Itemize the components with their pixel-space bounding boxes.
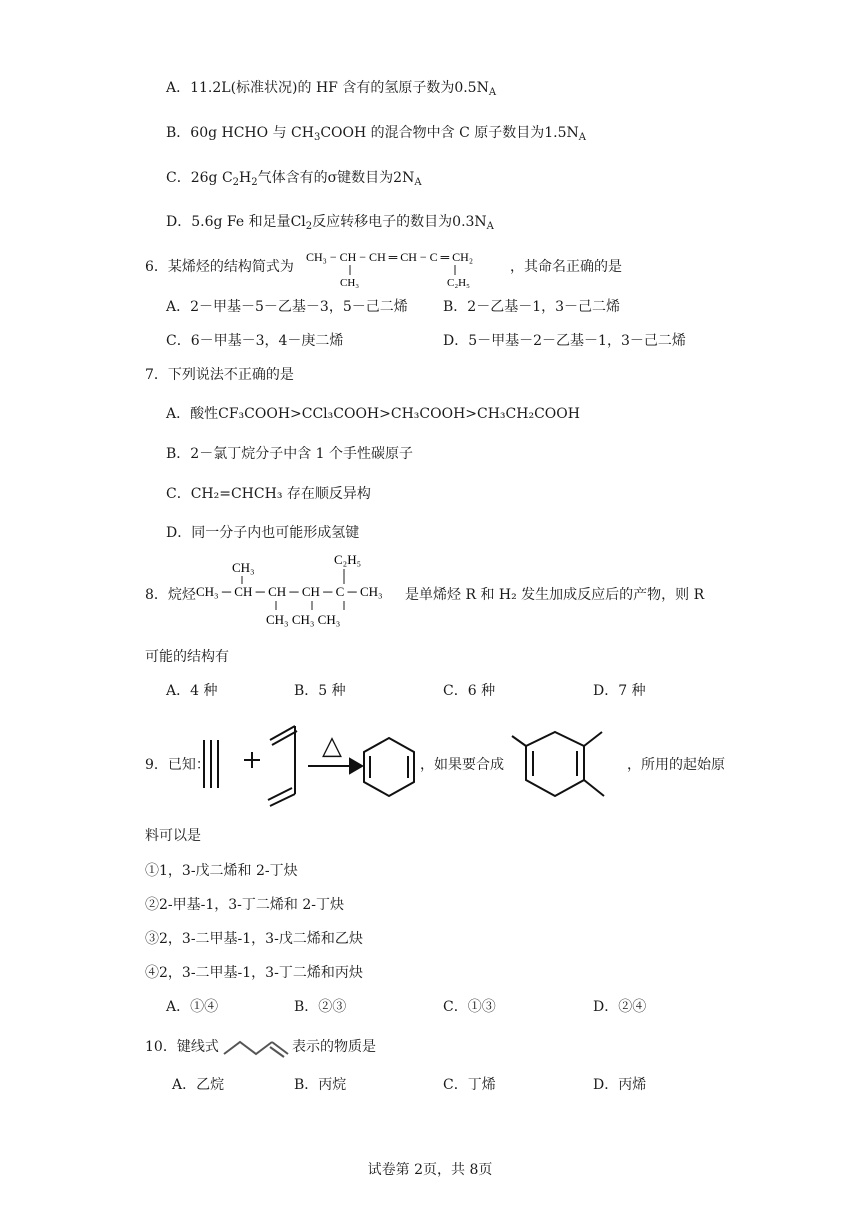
q9-option-b: B．②③ xyxy=(294,999,347,1015)
q5-option-a: A．11.2L(标准状况)的 HF 含有的氢原子数为$0.5N_A$ xyxy=(166,80,497,98)
q8-option-d: D．7 种 xyxy=(593,683,646,699)
q7-stem: 7．下列说法不正确的是 xyxy=(145,367,294,383)
q8-option-b: B．5 种 xyxy=(294,683,346,699)
q9-stem-cont: 料可以是 xyxy=(145,828,201,844)
heat-triangle-icon: △ xyxy=(322,731,342,760)
q9-stem-mid: ，如果要合成 xyxy=(420,757,504,773)
q7-option-d: D．同一分子内也可能形成氢键 xyxy=(166,525,360,541)
q8-formula-main: CH₃ ─ CH ─ CH ─ CH ─ C ─ CH₃ xyxy=(196,584,383,599)
q6-stem-pre: 6．某烯烃的结构简式为 xyxy=(145,259,294,275)
q10-option-d: D．丙烯 xyxy=(593,1077,647,1093)
q8-formula-top1: CH₃ xyxy=(232,560,255,575)
q9-item-4: ④2，3-二甲基-1，3-丁二烯和丙炔 xyxy=(145,965,363,981)
target-ring-icon xyxy=(512,732,604,796)
reaction-arrow-icon xyxy=(308,759,362,773)
q6-formula-sub2: C₂H₅ xyxy=(447,277,470,289)
q8-option-c: C．6 种 xyxy=(443,683,496,699)
q9-item-3: ③2，3-二甲基-1，3-戊二烯和乙炔 xyxy=(145,931,363,947)
q8-stem-pre: 8．烷烃 xyxy=(145,587,196,603)
plus-icon xyxy=(244,752,260,768)
q9-option-a: A．①④ xyxy=(166,999,219,1015)
q10-skeletal-formula xyxy=(222,1034,292,1058)
q5-option-c: C．26g $C_2H_2$气体含有的σ键数目为$2N_A$ xyxy=(166,170,422,188)
q7-option-c: C．CH₂=CHCH₃ 存在顺反异构 xyxy=(166,486,371,502)
q8-option-a: A．4 种 xyxy=(166,683,218,699)
q7-option-b: B．2－氯丁烷分子中含 1 个手性碳原子 xyxy=(166,446,414,462)
q8-stem-cont: 可能的结构有 xyxy=(145,649,229,665)
q5-option-b: B．60g HCHO 与 $CH_3COOH$ 的混合物中含 C 原子数目为$1.5N_A$ xyxy=(166,125,587,143)
q6-stem-post: ，其命名正确的是 xyxy=(510,259,622,275)
q10-option-a: A．乙烷 xyxy=(172,1077,225,1093)
alkyne-icon xyxy=(204,740,218,788)
q8-structural-formula xyxy=(196,550,396,632)
q10-option-b: B．丙烷 xyxy=(294,1077,347,1093)
q9-option-c: C．①③ xyxy=(443,999,496,1015)
q6-option-a: A．2－甲基－5－乙基－3，5－己二烯 xyxy=(166,299,408,315)
q8-stem-post: 是单烯烃 R 和 H₂ 发生加成反应后的产物，则 R xyxy=(405,587,705,603)
q6-structural-formula xyxy=(302,242,512,290)
q9-option-d: D．②④ xyxy=(593,999,647,1015)
page-footer: 试卷第 2页，共 8页 xyxy=(367,1162,493,1178)
q9-item-2: ②2-甲基-1，3-丁二烯和 2-丁炔 xyxy=(145,897,345,913)
q9-stem-pre: 9．已知： xyxy=(145,757,210,773)
q6-option-b: B．2－乙基－1，3－己二烯 xyxy=(443,299,621,315)
q6-option-d: D．5－甲基－2－乙基－1，3－己二烯 xyxy=(443,333,686,349)
q6-formula-main: CH₃ − CH − CH ═ CH − C ═ CH₂ xyxy=(306,250,474,264)
q10-option-c: C．丁烯 xyxy=(443,1077,496,1093)
q6-option-c: C．6－甲基－3，4－庚二烯 xyxy=(166,333,344,349)
butadiene-icon xyxy=(268,726,297,806)
q7-option-a: A．酸性CF₃COOH>CCl₃COOH>CH₃COOH>CH₃CH₂COOH xyxy=(166,406,580,422)
butene-skeletal-icon xyxy=(224,1042,288,1057)
q10-stem-post: 表示的物质是 xyxy=(292,1039,376,1055)
q10-stem-pre: 10．键线式 xyxy=(145,1039,219,1055)
q9-target-molecule xyxy=(510,718,620,814)
q9-item-1: ①1，3-戊二烯和 2-丁炔 xyxy=(145,863,298,879)
q6-formula-sub1: CH₃ xyxy=(340,277,360,289)
q8-formula-top2: C₂H₅ xyxy=(334,552,362,567)
cyclohexadiene-icon xyxy=(364,738,414,796)
q9-stem-post: ，所用的起始原 xyxy=(627,757,725,773)
q8-formula-bottom: CH₃ CH₃ CH₃ xyxy=(266,612,341,627)
q5-option-d: D．5.6g Fe 和足量$Cl_2$反应转移电子的数目为$0.3N_A$ xyxy=(166,214,494,232)
